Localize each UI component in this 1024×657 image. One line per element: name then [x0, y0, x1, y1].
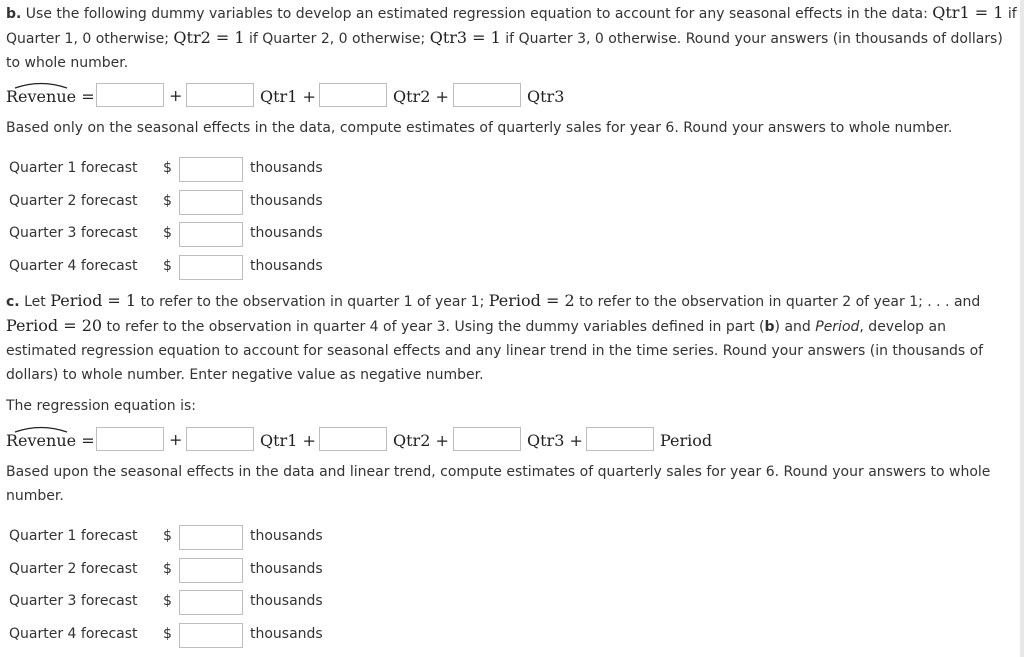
forecast-row: Quarter 2 forecast $ thousands	[9, 558, 409, 582]
trend-quarter-2-forecast-input[interactable]	[179, 558, 243, 583]
trend-quarter-4-forecast-input[interactable]	[179, 623, 243, 648]
part-b-instructions: b. Use the following dummy variables to develop an estimated regression equation to account for any seasonal effects in the data: Qtr1 = 1 if Quarter 1, 0 otherwise; Qtr2 = 1 if Quarter 2, 0 otherwise; Qtr3 = 1 if Quarter 3, 0 otherwise. Round your answers (in thousands of dollars) to whole number.	[6, 3, 1017, 71]
part-c-regression-equation: Revenue = + Qtr1 + Qtr2 + Qtr3 + Period	[6, 427, 1016, 455]
part-b-regression-equation: Revenue = + Qtr1 + Qtr2 + Qtr3	[6, 83, 1016, 111]
quarter-3-forecast-input[interactable]	[179, 222, 243, 247]
hat-accent-icon	[14, 81, 68, 89]
quarter-1-forecast-input[interactable]	[179, 157, 243, 182]
qtr3-coefficient-input[interactable]	[453, 83, 521, 107]
scrollbar-track[interactable]	[1020, 0, 1024, 657]
intercept-input[interactable]	[96, 83, 164, 107]
forecast-row: Quarter 4 forecast $ thousands	[9, 623, 409, 647]
revenue-hat-label: Revenue =	[6, 431, 95, 450]
trend-quarter-3-forecast-input[interactable]	[179, 590, 243, 615]
qtr2-coefficient-input[interactable]	[319, 83, 387, 107]
trend-qtr2-coefficient-input[interactable]	[319, 427, 387, 451]
forecast-row: Quarter 4 forecast $ thousands	[9, 255, 409, 279]
forecast-row: Quarter 3 forecast $ thousands	[9, 590, 409, 614]
regression-equation-label: The regression equation is:	[6, 398, 196, 414]
trend-intercept-input[interactable]	[96, 427, 164, 451]
forecast-row: Quarter 1 forecast $ thousands	[9, 525, 409, 549]
trend-qtr1-coefficient-input[interactable]	[186, 427, 254, 451]
quarter-2-forecast-input[interactable]	[179, 190, 243, 215]
part-b-label: b.	[6, 6, 22, 22]
qtr1-coefficient-input[interactable]	[186, 83, 254, 107]
part-c-label: c.	[6, 294, 20, 310]
part-b-forecast-instructions: Based only on the seasonal effects in the data, compute estimates of quarterly sales for year 6. Round your answers to whole number.	[6, 120, 953, 136]
part-c-forecast-instructions: Based upon the seasonal effects in the data and linear trend, compute estimates of quarterly sales for year 6. Round your answers to whole number.	[6, 464, 991, 504]
revenue-hat-label: Revenue =	[6, 87, 95, 106]
forecast-row: Quarter 2 forecast $ thousands	[9, 190, 409, 214]
forecast-row: Quarter 3 forecast $ thousands	[9, 222, 409, 246]
trend-quarter-1-forecast-input[interactable]	[179, 525, 243, 550]
trend-qtr3-coefficient-input[interactable]	[453, 427, 521, 451]
period-coefficient-input[interactable]	[586, 427, 654, 451]
part-c-instructions: c. Let Period = 1 to refer to the observation in quarter 1 of year 1; Period = 2 to refer to the observation in quarter 2 of year 1; . . . and Period = 20 to refer to the observation in quarter 4 of year 3. Using the dummy variables defined in part (b) and Period, develop an estimated regression equation to account for seasonal effects and any linear trend in the time series. Round your answers (in thousands of dollars) to whole number. Enter negative value as negative number.	[6, 291, 984, 383]
forecast-row: Quarter 1 forecast $ thousands	[9, 157, 409, 181]
hat-accent-icon	[14, 425, 68, 433]
quarter-4-forecast-input[interactable]	[179, 255, 243, 280]
